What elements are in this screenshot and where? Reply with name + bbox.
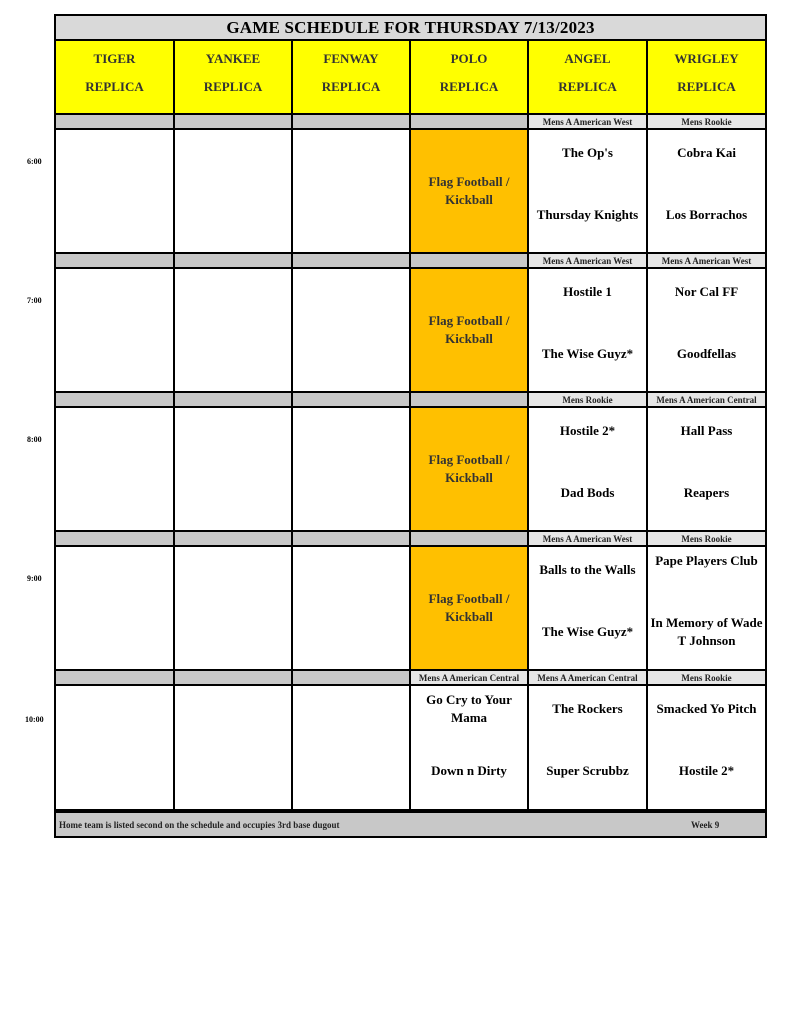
division-label bbox=[56, 532, 175, 545]
field-sub: REPLICA bbox=[321, 79, 381, 94]
division-row bbox=[54, 669, 767, 686]
division-label: Mens A American West bbox=[529, 254, 648, 267]
time-slot-row bbox=[54, 686, 767, 811]
away-team: Hostile 2* bbox=[559, 423, 616, 438]
division-label: Mens Rookie bbox=[648, 671, 765, 684]
game-cell bbox=[529, 686, 648, 809]
empty-game-cell bbox=[175, 269, 293, 391]
footer-row bbox=[54, 811, 767, 838]
away-team: Nor Cal FF bbox=[674, 284, 739, 299]
field-name: POLO bbox=[450, 51, 488, 66]
away-team: Go Cry to Your Mama bbox=[426, 692, 512, 725]
game-cell bbox=[648, 686, 765, 809]
home-team: Goodfellas bbox=[676, 346, 737, 361]
home-team: Down n Dirty bbox=[431, 763, 507, 778]
division-label bbox=[56, 115, 175, 128]
empty-game-cell bbox=[293, 269, 411, 391]
empty-game-cell bbox=[56, 130, 175, 252]
flag-football-cell: Flag Football / Kickball bbox=[411, 547, 529, 669]
home-team: In Memory of Wade T Johnson bbox=[650, 615, 763, 648]
field-sub: REPLICA bbox=[677, 79, 736, 94]
home-team: Dad Bods bbox=[560, 485, 615, 500]
time-slot-row bbox=[54, 408, 767, 530]
empty-game-cell bbox=[56, 547, 175, 669]
time-label: 7:00 bbox=[27, 296, 42, 305]
division-label: Mens A American Central bbox=[648, 393, 765, 406]
division-label: Mens A American West bbox=[529, 532, 648, 545]
home-team: The Wise Guyz* bbox=[541, 346, 634, 361]
flag-football-cell: Flag Football / Kickball bbox=[411, 269, 529, 391]
field-name: WRIGLEY bbox=[674, 51, 739, 66]
division-label bbox=[411, 115, 529, 128]
away-team: The Op's bbox=[562, 145, 613, 160]
time-label: 6:00 bbox=[27, 157, 42, 166]
division-label bbox=[175, 393, 293, 406]
home-team: Super Scrubbz bbox=[546, 763, 629, 778]
division-label: Mens Rookie bbox=[648, 115, 765, 128]
division-label bbox=[411, 393, 529, 406]
away-team: Balls to the Walls bbox=[539, 562, 636, 577]
division-label: Mens Rookie bbox=[648, 532, 765, 545]
home-team: The Wise Guyz* bbox=[541, 624, 634, 639]
game-cell bbox=[648, 269, 765, 391]
time-slot-row bbox=[54, 269, 767, 391]
empty-game-cell bbox=[293, 130, 411, 252]
away-team: The Rockers bbox=[552, 701, 623, 716]
game-cell bbox=[529, 547, 648, 669]
empty-game-cell bbox=[293, 547, 411, 669]
field-sub: REPLICA bbox=[558, 79, 617, 94]
division-label: Mens A American Central bbox=[529, 671, 648, 684]
empty-game-cell bbox=[175, 130, 293, 252]
division-row bbox=[54, 530, 767, 547]
home-team: Hostile 2* bbox=[678, 763, 735, 778]
game-cell bbox=[529, 408, 648, 530]
game-cell bbox=[648, 408, 765, 530]
game-cell bbox=[648, 547, 765, 669]
division-row bbox=[54, 113, 767, 130]
time-label: 9:00 bbox=[27, 574, 42, 583]
week-label: Week 9 bbox=[691, 820, 720, 830]
away-team: Smacked Yo Pitch bbox=[656, 701, 757, 716]
away-team: Cobra Kai bbox=[677, 145, 736, 160]
home-team: Thursday Knights bbox=[536, 207, 639, 222]
division-label: Mens Rookie bbox=[529, 393, 648, 406]
game-cell bbox=[529, 130, 648, 252]
field-sub: REPLICA bbox=[85, 79, 144, 94]
division-label bbox=[56, 254, 175, 267]
division-label bbox=[293, 393, 411, 406]
home-team: Los Borrachos bbox=[665, 207, 748, 222]
game-cell bbox=[648, 130, 765, 252]
game-cell bbox=[529, 269, 648, 391]
time-label: 8:00 bbox=[27, 435, 42, 444]
time-slot-row bbox=[54, 130, 767, 252]
game-cell bbox=[411, 686, 529, 809]
field-sub: REPLICA bbox=[203, 79, 263, 94]
time-label: 10:00 bbox=[25, 715, 44, 724]
division-label bbox=[293, 254, 411, 267]
schedule-sheet bbox=[54, 14, 767, 838]
field-name: ANGEL bbox=[564, 51, 611, 66]
field-name: FENWAY bbox=[323, 51, 379, 66]
division-label bbox=[411, 532, 529, 545]
away-team: Hostile 1 bbox=[563, 284, 612, 299]
home-team-note: Home team is listed second on the schedule and occupies 3rd base dugout bbox=[59, 820, 340, 830]
empty-game-cell bbox=[56, 686, 175, 809]
away-team: Pape Players Club bbox=[655, 553, 758, 568]
empty-game-cell bbox=[175, 547, 293, 669]
division-label bbox=[175, 532, 293, 545]
flag-football-cell: Flag Football / Kickball bbox=[411, 408, 529, 530]
time-slot-row bbox=[54, 547, 767, 669]
field-name: TIGER bbox=[93, 51, 136, 66]
empty-game-cell bbox=[293, 686, 411, 809]
division-label bbox=[56, 393, 175, 406]
empty-game-cell bbox=[175, 686, 293, 809]
division-label bbox=[293, 671, 411, 684]
schedule-title: GAME SCHEDULE FOR THURSDAY 7/13/2023 bbox=[54, 14, 767, 41]
empty-game-cell bbox=[175, 408, 293, 530]
flag-football-cell: Flag Football / Kickball bbox=[411, 130, 529, 252]
empty-game-cell bbox=[56, 408, 175, 530]
division-label: Mens A American West bbox=[529, 115, 648, 128]
field-name: YANKEE bbox=[205, 51, 261, 66]
division-label bbox=[293, 115, 411, 128]
field-sub: REPLICA bbox=[439, 79, 499, 94]
away-team: Hall Pass bbox=[680, 423, 733, 438]
division-label: Mens A American West bbox=[648, 254, 765, 267]
empty-game-cell bbox=[56, 269, 175, 391]
division-row bbox=[54, 252, 767, 269]
empty-game-cell bbox=[293, 408, 411, 530]
division-label bbox=[175, 254, 293, 267]
division-label bbox=[293, 532, 411, 545]
division-label bbox=[175, 115, 293, 128]
division-label: Mens A American Central bbox=[411, 671, 529, 684]
home-team: Reapers bbox=[683, 485, 730, 500]
division-label bbox=[175, 671, 293, 684]
division-label bbox=[411, 254, 529, 267]
division-row bbox=[54, 391, 767, 408]
division-label bbox=[56, 671, 175, 684]
